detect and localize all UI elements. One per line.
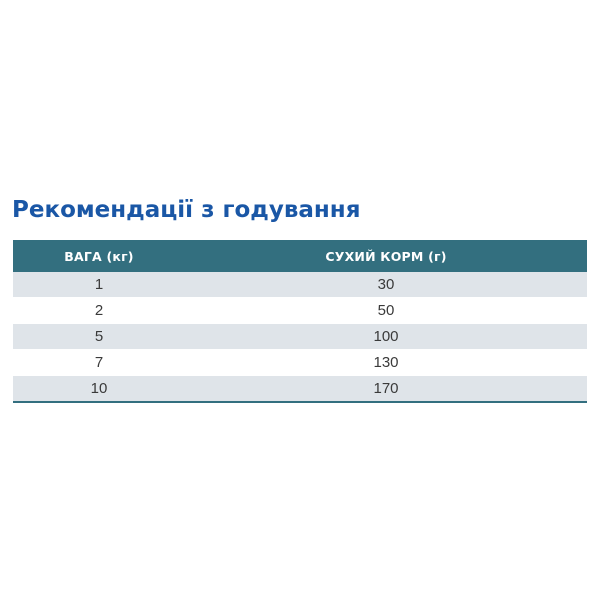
table-header	[13, 240, 587, 272]
dry-food-cell: 170	[185, 376, 587, 403]
feeding-table	[13, 240, 587, 403]
dry-food-cell: 30	[185, 272, 587, 298]
table-row	[13, 350, 587, 376]
dry-food-cell: 130	[185, 350, 587, 376]
table-row	[13, 272, 587, 298]
weight-cell: 10	[13, 376, 185, 403]
page-title: Рекомендації з годування	[12, 197, 361, 223]
table-row	[13, 324, 587, 350]
weight-cell: 1	[13, 272, 185, 298]
header-dry-food: СУХИЙ КОРМ (г)	[185, 240, 587, 272]
dry-food-cell: 100	[185, 324, 587, 350]
table-row	[13, 298, 587, 324]
weight-cell: 7	[13, 350, 185, 376]
header-weight: ВАГА (кг)	[13, 240, 185, 272]
table-body	[13, 272, 587, 402]
table-row	[13, 376, 587, 403]
weight-cell: 2	[13, 298, 185, 324]
weight-cell: 5	[13, 324, 185, 350]
dry-food-cell: 50	[185, 298, 587, 324]
header-row	[13, 240, 587, 272]
